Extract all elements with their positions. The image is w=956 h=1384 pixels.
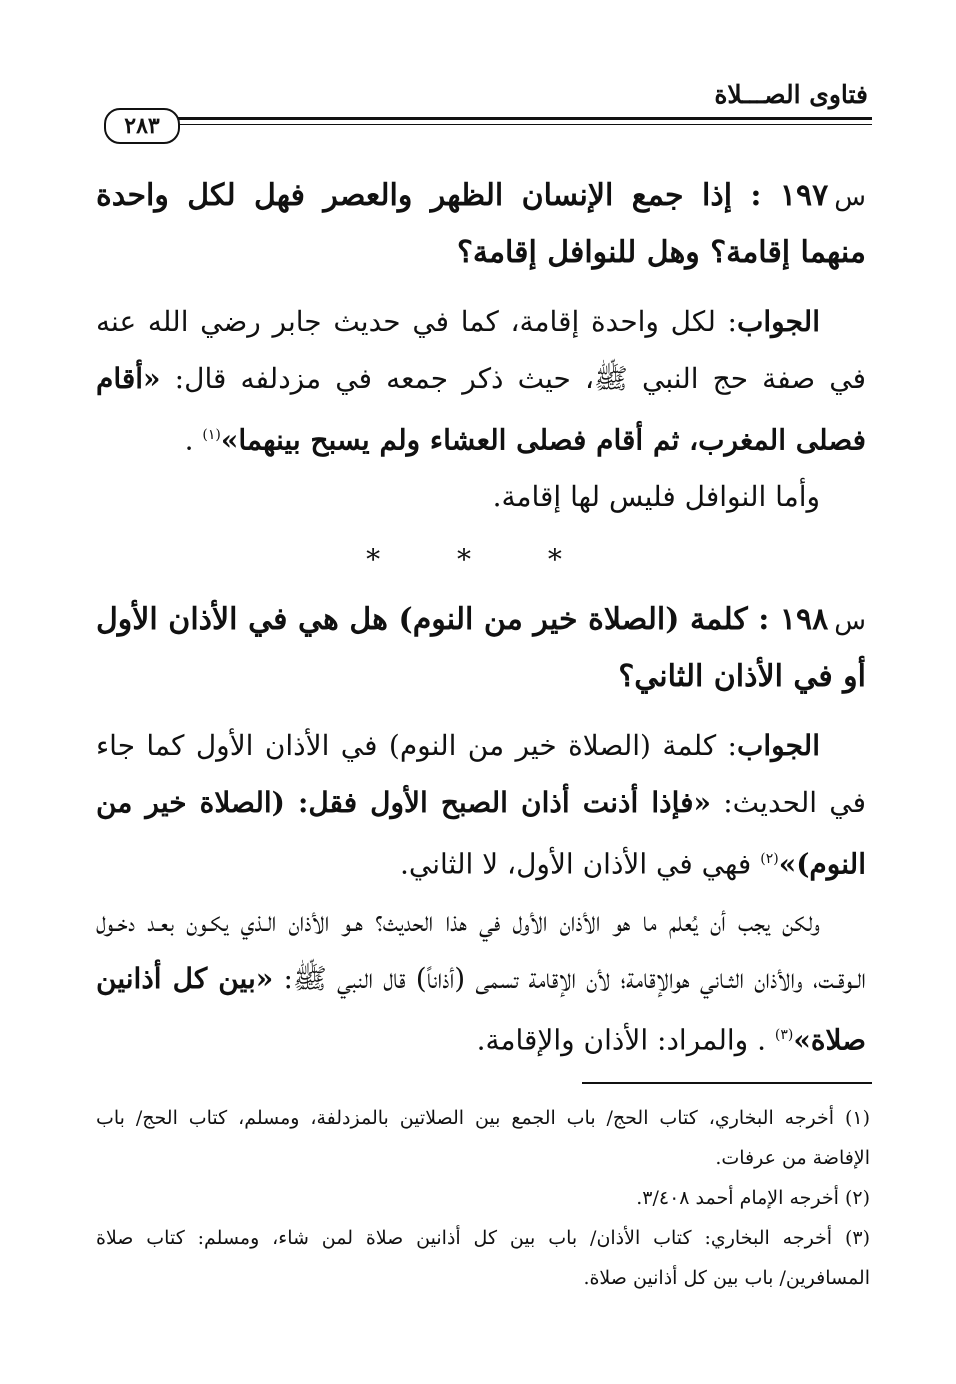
- answer-198-text2: فهي في الأذان الأول، لا الثاني.: [399, 847, 761, 881]
- question-marker: س: [834, 606, 866, 637]
- running-header-title: فتاوى الصـــلاة: [714, 80, 868, 109]
- header-rule-thick: [172, 117, 872, 120]
- question-197: [96, 168, 866, 281]
- footnote-1: (١) أخرجه البخاري، كتاب الحج/ باب الجمع بين الصلاتين بالمزدلفة، ومسلم، كتاب الحج/ باب الإفاضة من عرفات.: [96, 1107, 870, 1169]
- page-number-badge: ٢٨٣: [104, 108, 180, 144]
- answer-198-para2: [96, 893, 866, 1068]
- hadith-quote: «فإذا أذنت أذان الصبح الأول فقل: (الصلاة خير من النوم)»: [96, 786, 866, 881]
- header-rule-thin: [172, 124, 872, 125]
- footnote-3: (٣) أخرجه البخاري: كتاب الأذان/ باب بين كل أذانين صلاة لمن شاء، ومسلم: كتاب صلاة المسافرين/ باب بين كل أذانين صلاة.: [96, 1227, 870, 1289]
- answer-lead: الجواب: [737, 305, 820, 338]
- page-body: [96, 168, 866, 1068]
- question-198: [96, 592, 866, 705]
- answer-lead: الجواب: [737, 729, 820, 763]
- footnote-ref-2: (٢): [760, 851, 779, 868]
- hadith-quote: «أقام فصلى المغرب، ثم أقام فصلى العشاء ولم يسبح بينهما»: [96, 362, 866, 457]
- answer-197-text: : لكل واحدة إقامة، كما في حديث جابر رضي الله عنه في صفة حج النبي ﷺ، حيث ذكر جمعه في مزدلفه قال:: [96, 305, 866, 395]
- question-198-text: ١٩٨ : كلمة (الصلاة خير من النوم) هل هي في الأذان الأول أو في الأذان الثاني؟: [96, 602, 866, 695]
- answer-197: [96, 293, 866, 468]
- answer-198-para2-end: . والمراد: الأذان والإقامة.: [476, 1022, 775, 1056]
- footnote-divider: [582, 1082, 872, 1084]
- footnote-ref-1: (١): [202, 427, 221, 443]
- answer-198-para2-text: ولكن يجب أن يُعلم ما هو الأذان الأول في هذا الحديث؟ هـو الأذان الـذي يكـون بعـد دخـول الـوقـت، والأذان الثـاني هوالإقامة؛ لأن الإقامة تسمى (أذاناً) قال النبي ﷺ:: [96, 904, 866, 995]
- answer-198-text: : كلمة (الصلاة خير من النوم) في الأذان الأول كما جاء في الحديث:: [96, 729, 867, 820]
- section-separator: * * *: [366, 543, 596, 577]
- answer-198: [96, 717, 866, 892]
- answer-197-end: .: [184, 423, 203, 457]
- footnotes: [96, 1098, 870, 1298]
- footnote-2: (٢) أخرجه الإمام أحمد ٣/٤٠٨.: [636, 1187, 870, 1209]
- hadith-quote: «بين كل أذانين صلاة»: [96, 961, 866, 1056]
- question-197-text: ١٩٧ : إذا جمع الإنسان الظهر والعصر فهل لكل واحدة منهما إقامة؟ وهل للنوافل إقامة؟: [96, 178, 866, 270]
- question-marker: س: [834, 182, 866, 212]
- answer-197-para2: وأما النوافل فليس لها إقامة.: [492, 480, 820, 514]
- footnote-ref-3: (٣): [774, 1026, 794, 1043]
